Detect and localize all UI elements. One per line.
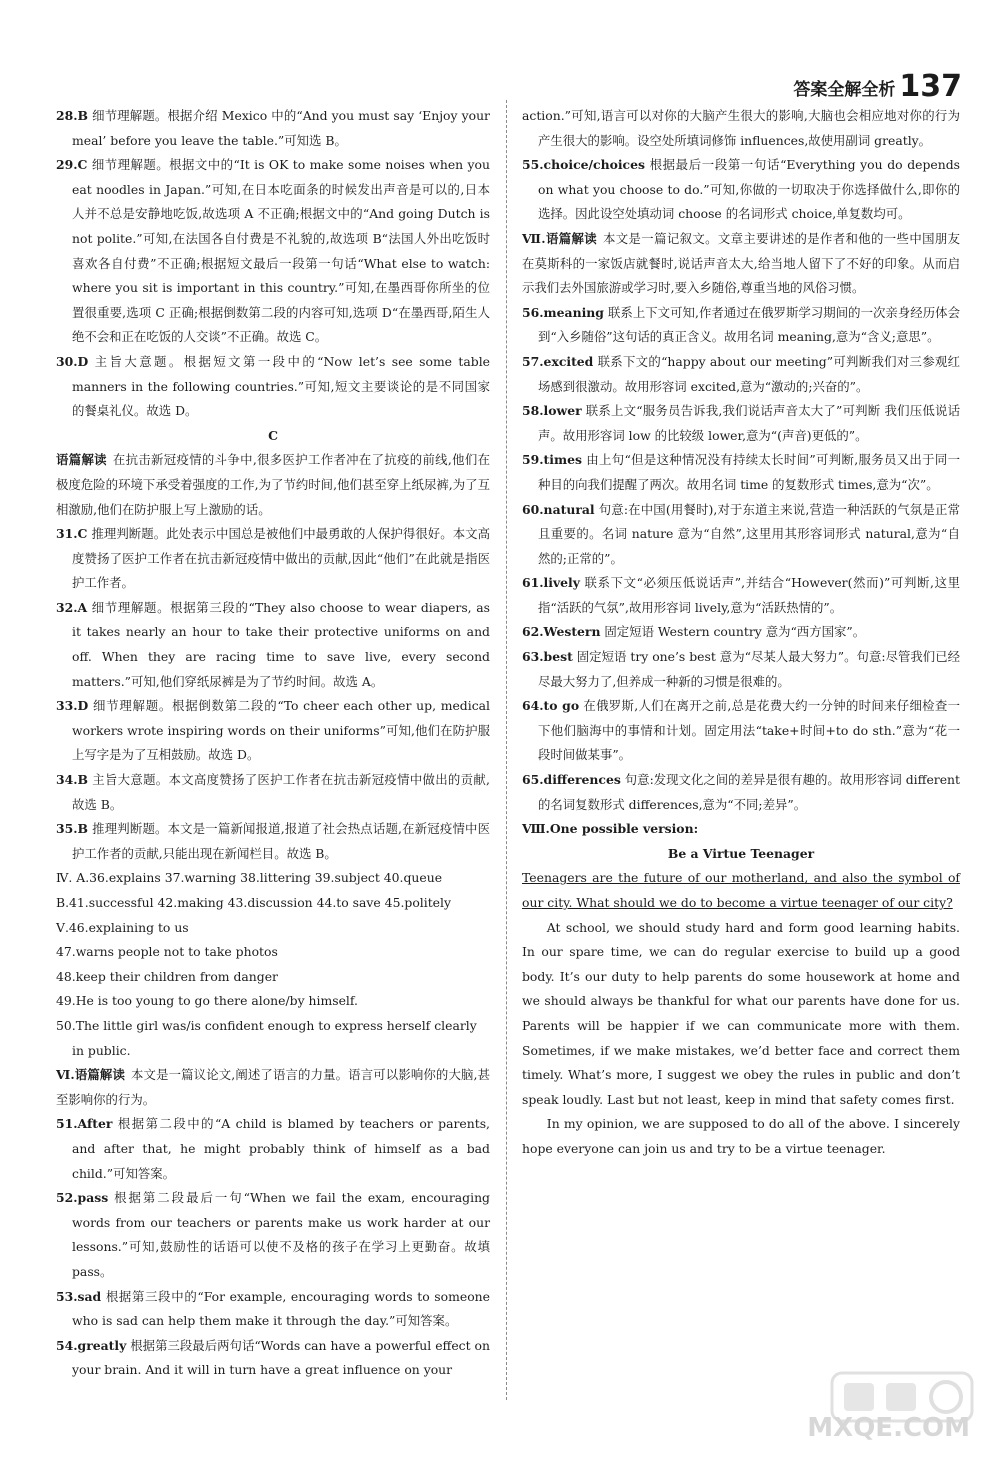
- section-c-heading: C: [268, 427, 278, 443]
- answer-row: 49.He is too young to go there alone/by himself.: [56, 993, 358, 1009]
- answers-31-35: [56, 522, 490, 866]
- answer-item: 52.pass 根据第二段最后一句“When we fail the exam, encouraging words from our teachers or parents make us work harder at our lessons.”可知,鼓励性的话语可以使不及格的孩子在学习上更勤奋。故填 pass。: [56, 1190, 490, 1279]
- essay-section: [522, 817, 960, 1161]
- section-4-answers: [56, 866, 490, 915]
- answer-item: 61.lively 联系下文“必须压低说话声”,并结合“However(然而)”可判断,这里指“活跃的气氛”,故用形容词 lively,意为“活跃热情的”。: [522, 575, 960, 615]
- header-title: 答案全解全析: [793, 79, 896, 100]
- answer-row: 48.keep their children from danger: [56, 968, 278, 984]
- right-column: [522, 104, 960, 1162]
- answers-28-30: [56, 104, 490, 424]
- answer-item: 33.D 细节理解题。根据倒数第二段的“To cheer each other up, medical workers wrote inspiring words on their uniforms”可知,他们在防护服上写字是为了互相鼓励。故选 D。: [56, 698, 490, 763]
- essay-intro: Teenagers are the future of our motherland, and also the symbol of our city. What should we do to become a virtue teenager of our city?: [522, 870, 960, 910]
- answer-item: 31.C 推理判断题。此处表示中国总是被他们中最勇敢的人保护得很好。本文高度赞扬了医护工作者在抗击新冠疫情中做出的贡献,因此“他们”在此就是指医护工作者。: [56, 526, 490, 591]
- answer-item: 64.to go 在俄罗斯,人们在离开之前,总是花费大约一分钟的时间来仔细检查一下他们脑海中的事情和计划。固定用法“take+时间+to do sth.”意为“花一段时间做某事”。: [522, 698, 960, 763]
- section-5-answers: [56, 916, 490, 1064]
- column-divider: [506, 100, 507, 1400]
- passage-analysis: Ⅵ.语篇解读 本文是一篇议论文,阐述了语言的力量。语言可以影响你的大脑,甚至影响你的行为。: [56, 1067, 490, 1107]
- answers-56-65: [522, 301, 960, 817]
- answer-row: Ⅳ. A.36.explains 37.warning 38.littering 39.subject 40.queue: [56, 870, 443, 886]
- answer-item: action.”可知,语言可以对你的大脑产生很大的影响,大脑也会相应地对你的行为产生很大的影响。设空处所填词修饰 influences,故使用副词 greatly。: [522, 108, 960, 148]
- page-number: 137: [899, 69, 962, 104]
- answer-row: Ⅴ.46.explaining to us: [56, 919, 189, 935]
- left-column: [56, 104, 490, 1383]
- answer-item: 62.Western 固定短语 Western country 意为“西方国家”。: [522, 624, 866, 640]
- passage-analysis: Ⅶ.语篇解读 本文是一篇记叙文。文章主要讲述的是作者和他的一些中国朋友在莫斯科的一家饭店就餐时,说话声音太大,给当地人留下了不好的印象。从而启示我们去外国旅游或学习时,要入乡随俗,尊重当地的风俗习惯。: [522, 230, 961, 296]
- answer-item: 29.C 细节理解题。根据文中的“It is OK to make some noises when you eat noodles in Japan.”可知,在日本吃面条的时候发出声音是可以的,日本人并不总是安静地吃饭,故选项 A 不正确;根据文中的“And going Dutch is not polite.”可知,在法国各自付费是不礼貌的,故选项 B“法国人外出吃饭时喜欢各自付费”不正确;根据短文最后一段第一句话“What else to watch: where you sit is important in this country.”可知,在墨西哥你所坐的位置很重要,选项 C 正确;根据倒数第二段的内容可知,选项 D“在墨西哥,陌生人绝不会和正在吃饭的人交谈”不正确。故选 C。: [56, 157, 490, 345]
- answer-item: 35.B 推理判断题。本文是一篇新闻报道,报道了社会热点话题,在新冠疫情中医护工作者的贡献,只能出现在新闻栏目。故选 B。: [56, 821, 490, 861]
- answer-item: 60.natural 句意:在中国(用餐时),对于东道主来说,营造一种活跃的气氛是正常且重要的。名词 nature 意为“自然”,这里用其形容词形式 natural,意为“自然的;正常的”。: [522, 501, 960, 566]
- answer-row: B.41.successful 42.making 43.discussion 44.to save 45.politely: [56, 895, 451, 910]
- answer-item: 56.meaning 联系上下文可知,作者通过在俄罗斯学习期间的一次亲身经历体会到“入乡随俗”这句话的真正含义。故用名词 meaning,意为“含义;意思”。: [522, 304, 960, 345]
- answer-row: 50.The little girl was/is confident enough to express herself clearly in public.: [56, 1017, 477, 1058]
- answer-item: 55.choice/choices 根据最后一段第一句话“Everything you do depends on what you choose to do.”可知,你做的一切取决于你选择做什么,即你的选择。因此设空处填动词 choose 的名词形式 choice,单复数均可。: [522, 157, 960, 222]
- answer-item: 28.B 细节理解题。根据介绍 Mexico 中的“And you must say ‘Enjoy your meal’ before you leave the table.”可知选 B。: [56, 108, 490, 148]
- answer-item: 54.greatly 根据第三段最后两句话“Words can have a powerful effect on your brain. And it will in turn have a great influence on your: [56, 1337, 490, 1378]
- answer-item: 63.best 固定短语 try one’s best 意为“尽某人最大努力”。句意:尽管我们已经尽最大努力了,但养成一种新的习惯是很难的。: [522, 649, 960, 689]
- watermark-logo-icon: [807, 1367, 978, 1447]
- answer-item: 59.times 由上句“但是这种情况没有持续太长时间”可判断,服务员又出于同一种目的向我们提醒了两次。故用名词 time 的复数形式 times,意为“次”。: [522, 452, 960, 492]
- answer-item: 30.D 主旨大意题。根据短文第一段中的“Now let’s see some table manners in the following countries.”可知,短文主要谈论的是不同国家的餐桌礼仪。故选 D。: [56, 353, 490, 419]
- essay-paragraph: At school, we should study hard and form good learning habits. In our spare time, we can do regular exercise to build up a good body. It’s our duty to help parents do some housework at home and we should always be thankful for what our parents have done for us. Parents will be happier if we can communicate more with them. Sometimes, if we make mistakes, we’d better face and correct them timely. What’s more, I suggest we obey the rules in public and don’t speak loudly. Last but not least, keep in mind that safety comes first.: [522, 919, 960, 1107]
- answer-item: 65.differences 句意:发现文化之间的差异是很有趣的。故用形容词 different 的名词复数形式 differences,意为“不同;差异”。: [522, 772, 960, 812]
- answer-item: 58.lower 联系上文“服务员告诉我,我们说话声音太大了”可判断 我们压低说话声。故用形容词 low 的比较级 lower,意为“(声音)更低的”。: [522, 403, 960, 443]
- answer-item: 57.excited 联系下文的“happy about our meeting”可判断我们对三参观红场感到很激动。故用形容词 excited,意为“激动的;兴奋的”。: [522, 353, 960, 394]
- answer-item: 34.B 主旨大意题。本文高度赞扬了医护工作者在抗击新冠疫情中做出的贡献,故选 B。: [56, 772, 490, 812]
- answer-item: 53.sad 根据第三段中的“For example, encouraging words to someone who is sad can help them make it through the day.”可知答案。: [56, 1288, 490, 1329]
- page-header: [793, 69, 962, 104]
- essay-paragraph: In my opinion, we are supposed to do all of the above. I sincerely hope everyone can join us and try to be a virtue teenager.: [522, 1116, 960, 1156]
- essay-title: Be a Virtue Teenager: [667, 845, 815, 861]
- answer-item: 51.After 根据第二段中的“A child is blamed by teachers or parents, and after that, he might probably think of himself as a bad child.”可知答案。: [56, 1116, 490, 1181]
- answers-54-55: [522, 104, 960, 227]
- answer-row: 47.warns people not to take photos: [56, 944, 278, 960]
- watermark-text: MXQE.COM: [807, 1413, 970, 1443]
- answers-51-54: [56, 1112, 490, 1383]
- answer-item: 32.A 细节理解题。根据第三段的“They also choose to wear diapers, as it takes nearly an hour to take their protective uniforms on and off. When they are racing time to save live, every second matters.”可知,他们穿纸尿裤是为了节约时间。故选 A。: [56, 599, 490, 689]
- passage-analysis: 语篇解读 在抗击新冠疫情的斗争中,很多医护工作者冲在了抗疫的前线,他们在极度危险的环境下承受着强度的工作,为了节约时间,他们甚至穿上纸尿裤,为了互相激励,他们在防护服上写上激励的话。: [56, 452, 490, 517]
- essay-label: Ⅷ.One possible version:: [522, 821, 699, 837]
